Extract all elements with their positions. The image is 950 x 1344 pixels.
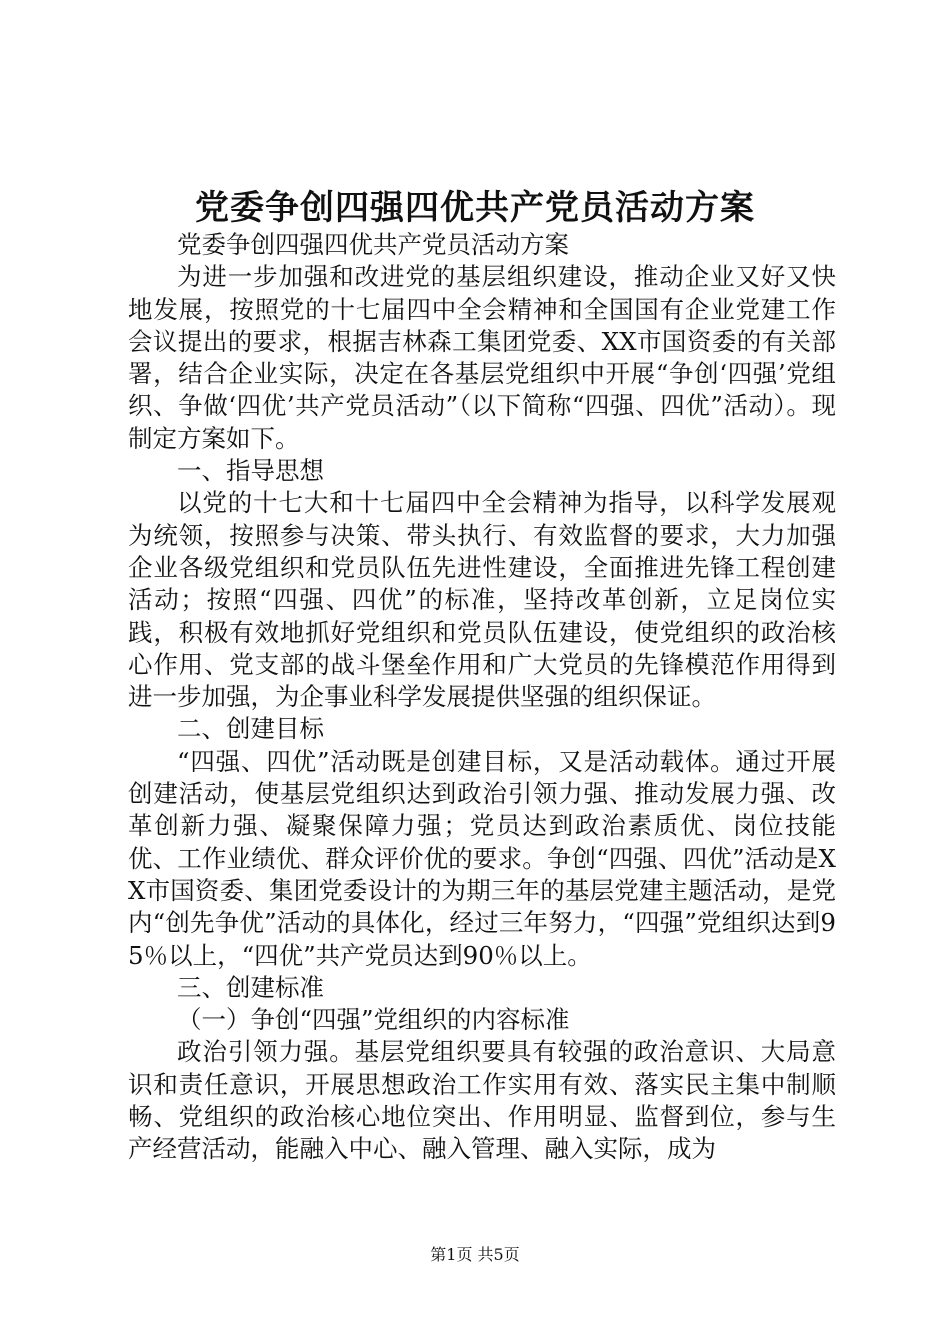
- section-heading-guiding-ideology: 一、指导思想: [177, 456, 324, 486]
- section-heading-standards: 三、创建标准: [177, 972, 324, 1002]
- section-heading-goals: 二、创建目标: [177, 714, 324, 744]
- paragraph-intro: 为进一步加强和改进党的基层组织建设，推动企业又好又快地发展，按照党的十七届四中全会精神和全国国有企业党建工作会议提出的要求，根据吉林森工集团党委、XX市国资委的有关部署，结合企业实际，决定在各基层党组织中开展“争创‘四强’党组织、争做‘四优’共产党员活动”（以下简称“四强、四优”活动）。现制定方案如下。: [128, 262, 836, 453]
- paragraph-guiding-ideology: 以党的十七大和十七届四中全会精神为指导，以科学发展观为统领，按照参与决策、带头执行、有效监督的要求，大力加强企业各级党组织和党员队伍先进性建设，全面推进先锋工程创建活动；按照“四强、四优”的标准，坚持改革创新，立足岗位实践，积极有效地抓好党组织和党员队伍建设，使党组织的政治核心作用、党支部的战斗堡垒作用和广大党员的先锋模范作用得到进一步加强，为企事业科学发展提供坚强的组织保证。: [128, 488, 836, 712]
- paragraph-goals: “四强、四优”活动既是创建目标，又是活动载体。通过开展创建活动，使基层党组织达到政治引领力强、推动发展力强、改革创新力强、凝聚保障力强；党员达到政治素质优、岗位技能优、工作业绩优、群众评价优的要求。争创“四强、四优”活动是XX市国资委、集团党委设计的为期三年的基层党建主题活动，是党内“创先争优”活动的具体化，经过三年努力，“四强”党组织达到95％以上，“四优”共产党员达到90％以上。: [128, 746, 836, 970]
- subsection-heading-four-strong: （一）争创“四强”党组织的内容标准: [177, 1005, 570, 1035]
- page-footer: 第1页 共5页: [430, 1245, 520, 1264]
- paragraph-political-leadership: 政治引领力强。基层党组织要具有较强的政治意识、大局意识和责任意识，开展思想政治工作实用有效、落实民主集中制顺畅、党组织的政治核心地位突出、作用明显、监督到位，参与生产经营活动，能融入中心、融入管理、融入实际，成为: [128, 1037, 836, 1164]
- document-body: [128, 229, 836, 1166]
- paragraph-subtitle: 党委争创四强四优共产党员活动方案: [177, 230, 569, 259]
- document-title: 党委争创四强四优共产党员活动方案: [195, 188, 755, 228]
